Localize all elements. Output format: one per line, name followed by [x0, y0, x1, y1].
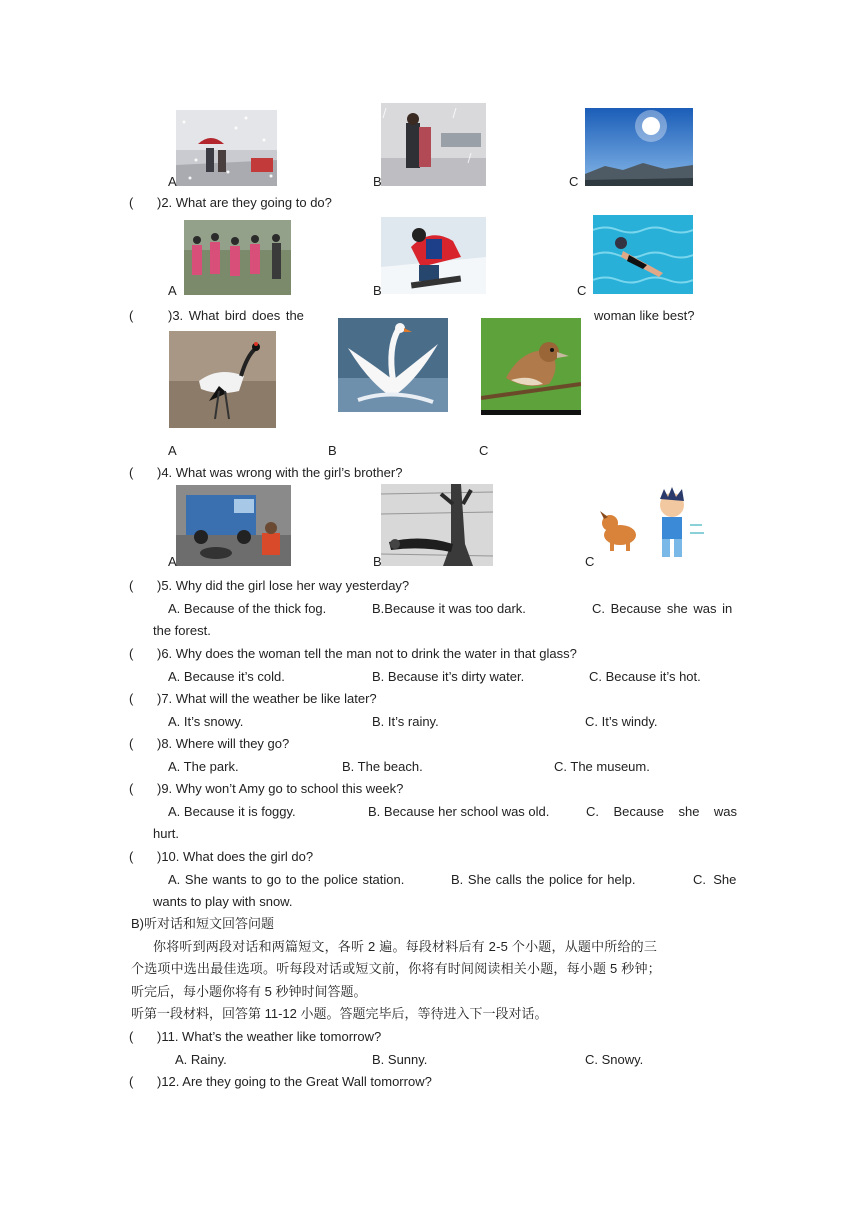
q9-option-a: A. Because it is foggy. [168, 804, 296, 819]
q9-option-c-continued: hurt. [153, 826, 180, 841]
q4-answer-paren: ( [129, 465, 134, 480]
q2-option-a-label: A [168, 283, 177, 298]
q3-answer-paren: ( [129, 308, 134, 323]
q8-question-text: )8. Where will they go? [157, 736, 290, 751]
q8-option-a: A. The park. [168, 759, 239, 774]
q7-option-a: A. It’s snowy. [168, 714, 244, 729]
q5-option-b: B.Because it was too dark. [372, 601, 526, 616]
q7-question-text: )7. What will the weather be like later? [157, 691, 377, 706]
section-b-instructions-line-2: 个选项中选出最佳选项。听每段对话或短文前，你将有时间阅读相关小题，每小题 5 秒钟； [131, 961, 661, 976]
q11-question-text: )11. What’s the weather like tomorrow? [157, 1029, 382, 1044]
q5-option-c-continued: the forest. [153, 623, 211, 638]
q9-option-b: B. Because her school was old. [368, 804, 550, 819]
q5-option-c: C. Because she was in [592, 601, 733, 616]
q3-question-text: )3. What bird does the [168, 308, 304, 323]
q6-option-a: A. Because it’s cold. [168, 669, 285, 684]
section-b-instructions-line-1: 你将听到两段对话和两篇短文，各听 2 遍。每段材料后有 2-5 个小题，从题中所给的三 [153, 939, 658, 954]
q7-option-c: C. It’s windy. [585, 714, 658, 729]
q6-option-c: C. Because it’s hot. [589, 669, 701, 684]
q4-option-a-accident-image [176, 485, 291, 566]
q6-question-text: )6. Why does the woman tell the man not to drink the water in that glass? [157, 646, 577, 661]
q1-option-b-label: B [373, 174, 382, 189]
q3-option-c-label: C [479, 443, 489, 458]
q3-option-b-swan-image [338, 318, 448, 412]
q10-answer-paren: ( [129, 849, 134, 864]
section-b-instructions-line-3: 听完后，每小题你将有 5 秒钟时间答题。 [131, 984, 367, 999]
q4-option-b-label: B [373, 554, 382, 569]
q2-option-a-dancing-image [184, 220, 291, 295]
q1-option-b-rainy-street-image [381, 103, 486, 186]
q7-option-b: B. It’s rainy. [372, 714, 439, 729]
q11-option-a: A. Rainy. [175, 1052, 227, 1067]
q9-option-c: C. Because she was [586, 804, 738, 819]
q4-option-c-dog-chasing-boy-image [598, 485, 708, 567]
q6-answer-paren: ( [129, 646, 134, 661]
section-b-heading: B)听对话和短文回答问题 [131, 916, 275, 931]
q4-option-b-person-under-tree-image [381, 484, 493, 566]
q10-option-b: B. She calls the police for help. [451, 872, 636, 887]
q3-option-a-label: A [168, 443, 177, 458]
q12-answer-paren: ( [129, 1074, 134, 1089]
q5-question-text: )5. Why did the girl lose her way yesterday? [157, 578, 410, 593]
q8-option-c: C. The museum. [554, 759, 650, 774]
q12-question-text: )12. Are they going to the Great Wall tomorrow? [157, 1074, 432, 1089]
q10-option-c: C. She [693, 872, 737, 887]
q2-option-c-swimming-image [593, 215, 693, 294]
q2-option-b-label: B [373, 283, 382, 298]
q1-option-a-snowy-street-image [176, 110, 277, 186]
q10-option-c-continued: wants to play with snow. [153, 894, 293, 909]
q10-question-text: )10. What does the girl do? [157, 849, 314, 864]
q7-answer-paren: ( [129, 691, 134, 706]
q4-question-text: )4. What was wrong with the girl’s brother? [157, 465, 403, 480]
q2-question-text: )2. What are they going to do? [157, 195, 332, 210]
q3-question-text-end: woman like best? [594, 308, 695, 323]
q8-option-b: B. The beach. [342, 759, 423, 774]
q5-option-a: A. Because of the thick fog. [168, 601, 327, 616]
q5-answer-paren: ( [129, 578, 134, 593]
q6-option-b: B. Because it’s dirty water. [372, 669, 525, 684]
q1-option-c-sunny-sky-image [585, 108, 693, 186]
q3-option-a-crane-image [169, 331, 276, 428]
q3-option-c-sparrow-image [481, 318, 581, 415]
q2-option-c-label: C [577, 283, 587, 298]
q11-option-c: C. Snowy. [585, 1052, 644, 1067]
q11-answer-paren: ( [129, 1029, 134, 1044]
q4-option-a-label: A [168, 554, 177, 569]
q9-answer-paren: ( [129, 781, 134, 796]
q3-option-b-label: B [328, 443, 337, 458]
q10-option-a: A. She wants to go to the police station. [168, 872, 405, 887]
q9-question-text: )9. Why won’t Amy go to school this week? [157, 781, 404, 796]
q8-answer-paren: ( [129, 736, 134, 751]
q1-option-a-label: A [168, 174, 177, 189]
q4-option-c-label: C [585, 554, 595, 569]
q2-answer-paren: ( [129, 195, 134, 210]
q2-option-b-snowboarding-image [381, 217, 486, 294]
q1-option-c-label: C [569, 174, 579, 189]
q11-option-b: B. Sunny. [372, 1052, 428, 1067]
section-b-part-1-instructions: 听第一段材料，回答第 11-12 小题。答题完毕后，等待进入下一段对话。 [131, 1006, 548, 1021]
